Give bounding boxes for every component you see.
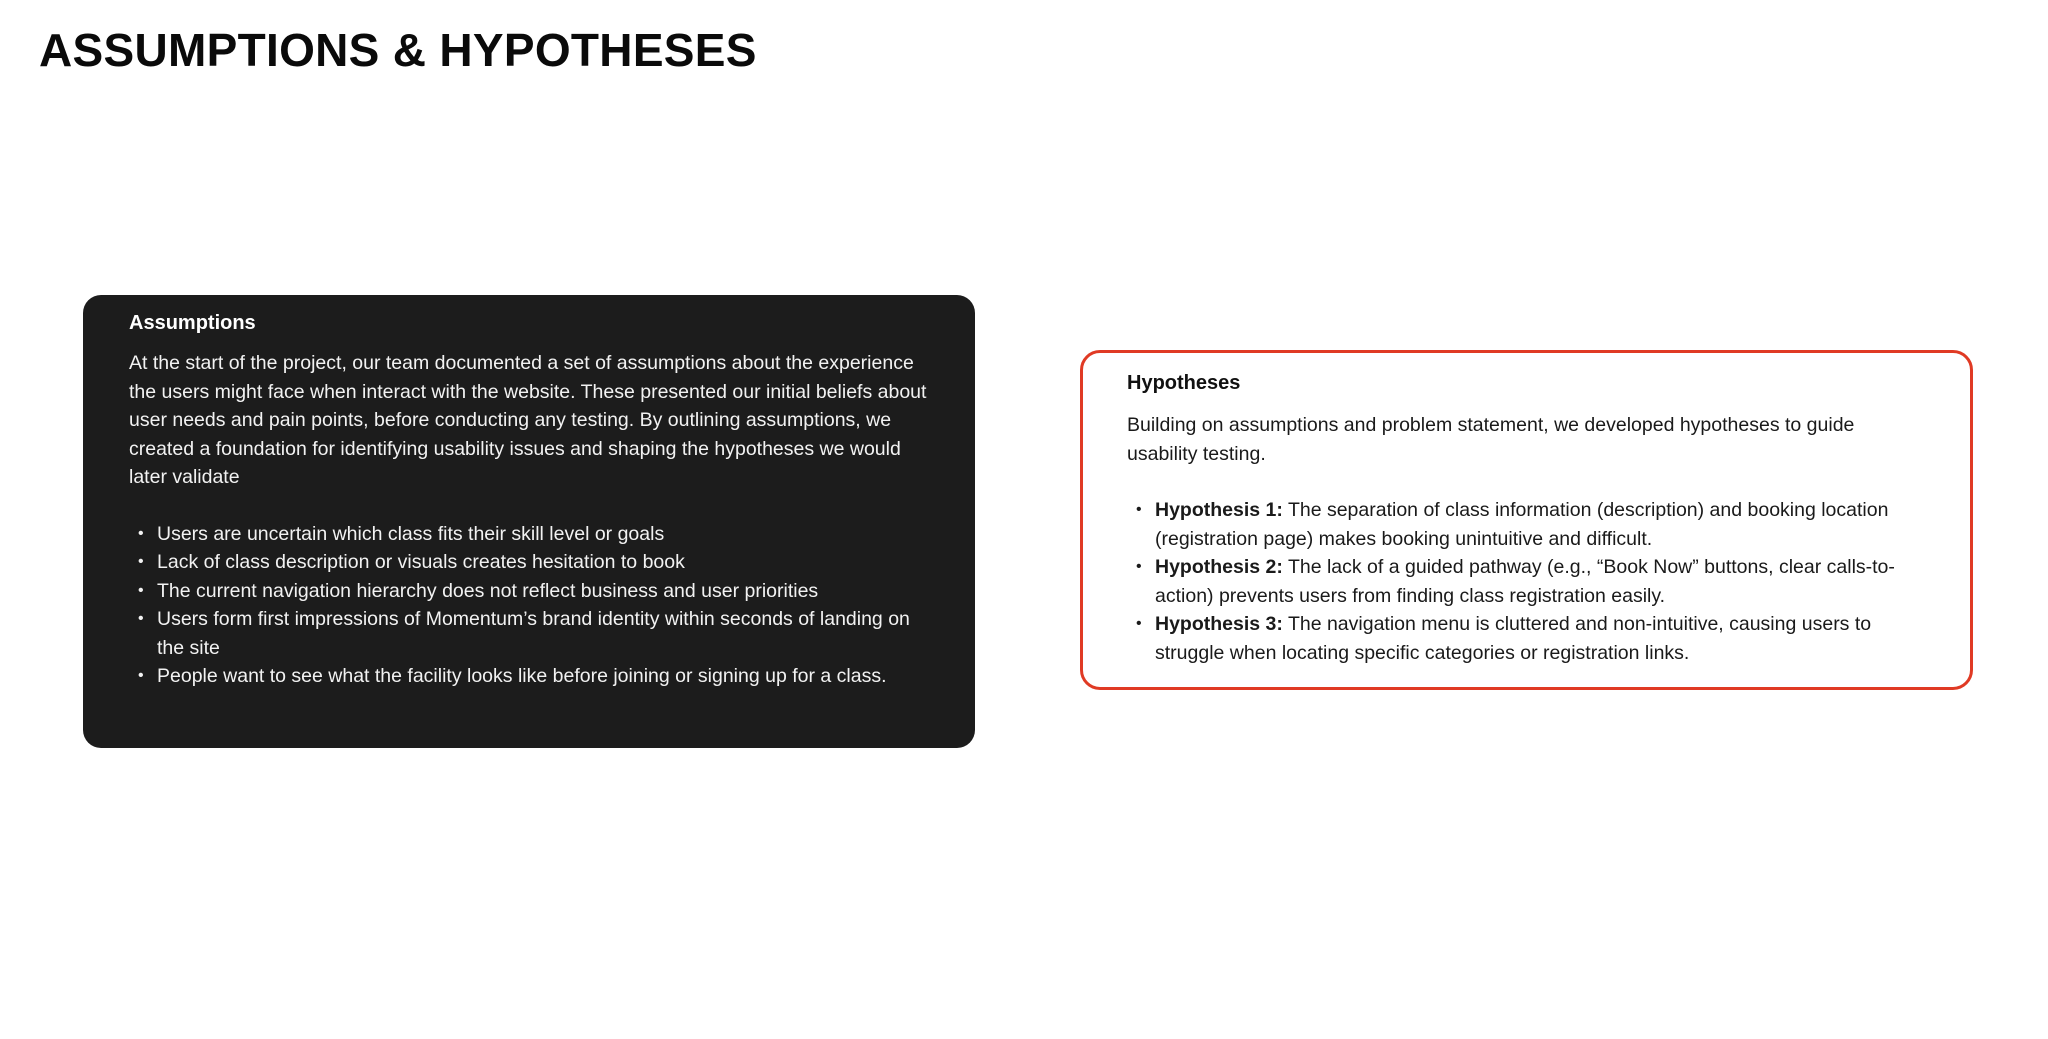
hypothesis-text: The separation of class information (description) and booking location (registration page) makes booking unintuitive and difficult.: [1155, 499, 1889, 550]
hypothesis-item: [1127, 496, 1926, 553]
hypotheses-card: [1080, 350, 1973, 690]
assumption-item: • Users are uncertain which class fits their skill level or goals: [129, 520, 929, 549]
assumptions-intro: At the start of the project, our team documented a set of assumptions about the experience the users might face when interact with the website. These presented our initial beliefs about user needs and pain points, before conducting any testing. By outlining assumptions, we created a foundation for identifying usability issues and shaping the hypotheses we would later validate: [129, 352, 927, 488]
hypothesis-label: Hypothesis 1:: [1155, 499, 1283, 521]
assumption-item: • Lack of class description or visuals creates hesitation to book: [129, 548, 929, 577]
assumption-item: • The current navigation hierarchy does not reflect business and user priorities: [129, 577, 929, 606]
page-title: ASSUMPTIONS & HYPOTHESES: [39, 24, 757, 76]
assumptions-heading: Assumptions: [129, 312, 256, 334]
hypotheses-intro: Building on assumptions and problem statement, we developed hypotheses to guide usability testing.: [1127, 414, 1855, 465]
hypothesis-item: [1127, 610, 1926, 667]
hypothesis-label: Hypothesis 3:: [1155, 613, 1283, 635]
hypothesis-text: The navigation menu is cluttered and non-intuitive, causing users to struggle when locating specific categories or registration links.: [1155, 613, 1872, 664]
assumption-item: • People want to see what the facility looks like before joining or signing up for a class.: [129, 662, 929, 691]
assumptions-card: [83, 295, 975, 748]
hypotheses-list: [1127, 496, 1926, 667]
hypothesis-label: Hypothesis 2:: [1155, 556, 1283, 578]
assumption-item: • Users form first impressions of Momentum’s brand identity within seconds of landing on the site: [129, 605, 929, 662]
hypothesis-text: The lack of a guided pathway (e.g., “Book Now” buttons, clear calls-to-action) prevents users from finding class registration easily.: [1155, 556, 1895, 607]
assumptions-list: [129, 520, 929, 691]
hypothesis-item: [1127, 553, 1926, 610]
hypotheses-heading: Hypotheses: [1127, 372, 1241, 394]
